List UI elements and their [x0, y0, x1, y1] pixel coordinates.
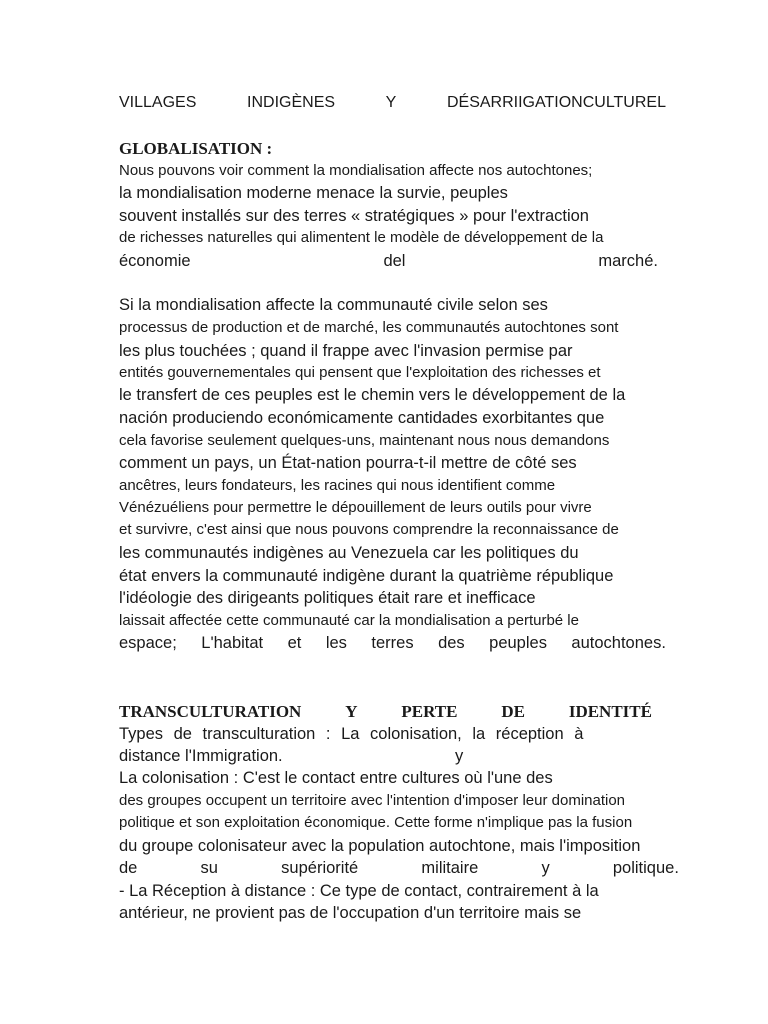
word: del [383, 252, 406, 270]
paragraph-line: nación produciendo económicamente cantidades exorbitantes que [119, 409, 605, 427]
paragraph-line: Si la mondialisation affecte la communauté civile selon ses [119, 296, 548, 314]
word: des [438, 634, 465, 652]
paragraph-line: Nous pouvons voir comment la mondialisation affecte nos autochtones; [119, 162, 593, 179]
paragraph-line: du groupe colonisateur avec la population autochtone, mais l'imposition [119, 837, 641, 855]
heading-word: DE [501, 702, 525, 721]
heading-word: PERTE [401, 702, 458, 721]
word: économie [119, 252, 191, 270]
word: y [541, 859, 550, 877]
paragraph-line: entités gouvernementales qui pensent que l'exploitation des richesses et [119, 364, 601, 381]
paragraph-line: - La Réception à distance : Ce type de contact, contrairement à la [119, 882, 599, 900]
paragraph-line: les communautés indigènes au Venezuela car les politiques du [119, 544, 579, 562]
word: politique. [612, 859, 679, 877]
word: espace; [119, 634, 177, 652]
paragraph-line: politique et son exploitation économique. Cette forme n'implique pas la fusion [119, 814, 633, 831]
section-heading-transculturation [119, 703, 652, 720]
paragraph-line: souvent installés sur des terres « stratégiques » pour l'extraction [119, 207, 589, 225]
document-title [119, 95, 666, 111]
paragraph-line: comment un pays, un État-nation pourra-t-il mettre de côté ses [119, 454, 577, 472]
word: su [200, 859, 218, 877]
word: les [325, 634, 347, 652]
paragraph-line: l'idéologie des dirigeants politiques était rare et inefficace [119, 589, 536, 607]
word: marché. [598, 252, 658, 270]
title-word: INDIGÈNES [247, 94, 336, 111]
paragraph-line: ancêtres, leurs fondateurs, les racines qui nous identifient comme [119, 477, 556, 494]
heading-word: IDENTITÉ [568, 702, 652, 721]
paragraph-line: des groupes occupent un territoire avec l'intention d'imposer leur domination [119, 792, 626, 809]
paragraph-line: Types de transculturation : La colonisation, la réception à [119, 725, 584, 743]
paragraph-line: laissait affectée cette communauté car la mondialisation a perturbé le [119, 612, 579, 629]
paragraph-line: de richesses naturelles qui alimentent le modèle de développement de la [119, 229, 604, 246]
word: y [455, 747, 464, 765]
title-word: VILLAGES [119, 94, 197, 111]
paragraph-line: Vénézuéliens pour permettre le dépouillement de leurs outils pour vivre [119, 499, 592, 516]
paragraph-line: processus de production et de marché, les communautés autochtones sont [119, 319, 619, 336]
section-heading-globalisation: GLOBALISATION : [119, 139, 273, 158]
paragraph-line: cela favorise seulement quelques-uns, maintenant nous nous demandons [119, 432, 610, 449]
paragraph-line: le transfert de ces peuples est le chemin vers le développement de la [119, 386, 626, 404]
title-word: Y [385, 94, 397, 111]
title-word: DÉSARRIIGATIONCULTUREL [446, 94, 666, 111]
word: supériorité [281, 859, 359, 877]
paragraph-line: antérieur, ne provient pas de l'occupation d'un territoire mais se [119, 904, 582, 922]
word: peuples [489, 634, 547, 652]
paragraph-line-justified [119, 253, 658, 270]
paragraph-line: la mondialisation moderne menace la survie, peuples [119, 184, 508, 202]
word: terres [371, 634, 414, 652]
paragraph-line: état envers la communauté indigène durant la quatrième république [119, 567, 614, 585]
paragraph-line-justified [119, 860, 679, 877]
paragraph-line: et survivre, c'est ainsi que nous pouvons comprendre la reconnaissance de [119, 521, 619, 538]
paragraph-line [119, 748, 688, 765]
word-group: distance l'Immigration. [119, 747, 283, 765]
word: L'habitat [201, 634, 264, 652]
paragraph-line: les plus touchées ; quand il frappe avec l'invasion permise par [119, 342, 573, 360]
paragraph-line-justified [119, 635, 666, 652]
word: autochtones. [571, 634, 666, 652]
heading-word: Y [345, 702, 358, 721]
word: de [119, 859, 138, 877]
word: militaire [421, 859, 479, 877]
heading-word: TRANSCULTURATION [119, 702, 302, 721]
word: et [287, 634, 302, 652]
paragraph-line: La colonisation : C'est le contact entre cultures où l'une des [119, 769, 553, 787]
